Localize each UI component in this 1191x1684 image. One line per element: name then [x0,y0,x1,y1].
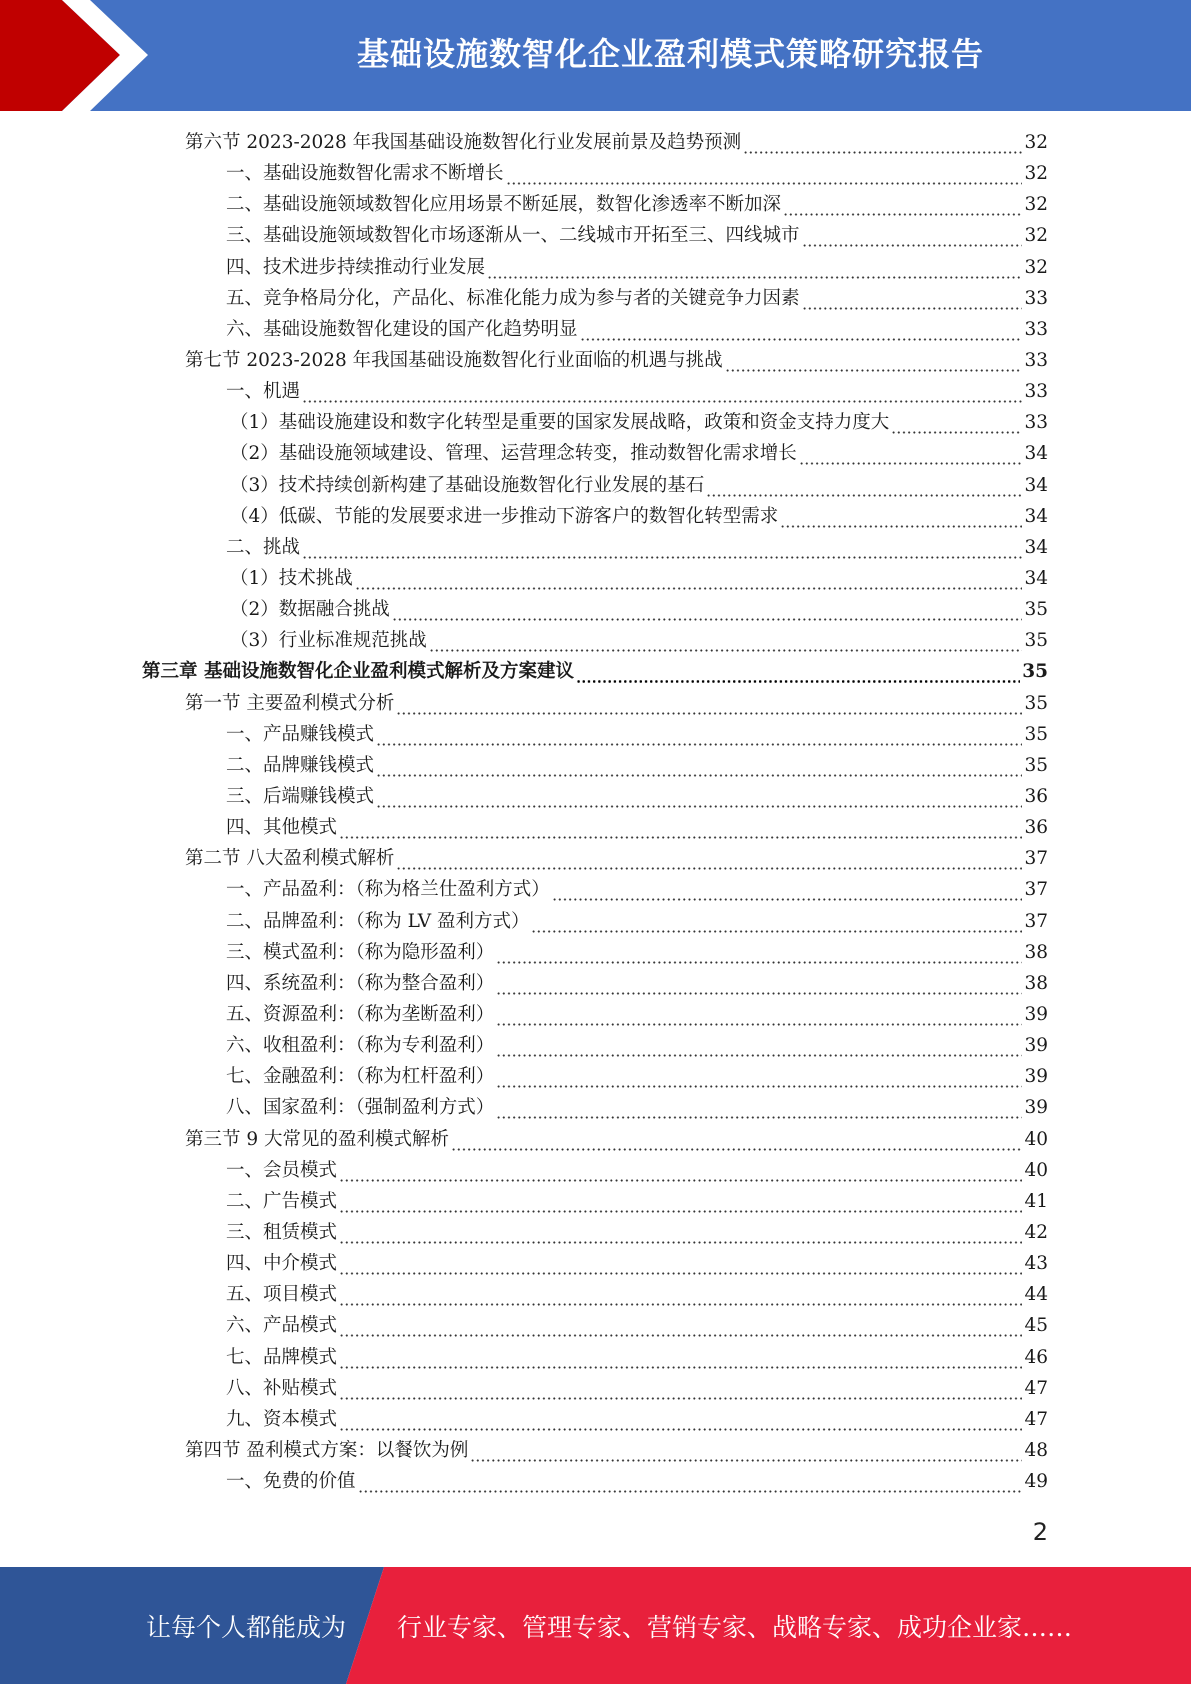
toc-entry-page: 35 [1022,661,1048,683]
toc-leader-dots [339,1186,1022,1217]
toc-entry-page: 33 [1024,412,1048,434]
toc-leader-dots [496,1092,1022,1123]
toc-entry-label: 一、产品盈利：（称为格兰仕盈利方式） [226,879,550,901]
toc-entry-label: 第三节 9 大常见的盈利模式解析 [185,1128,450,1150]
toc-entry[interactable] [0,1217,1191,1248]
toc-entry[interactable] [0,252,1191,283]
toc-entry[interactable] [0,407,1191,438]
toc-entry[interactable] [0,968,1191,999]
toc-leader-dots [743,127,1022,158]
toc-leader-dots [470,1435,1022,1466]
toc-entry-page: 42 [1024,1221,1048,1243]
toc-leader-dots [396,843,1022,874]
toc-entry-label: 三、模式盈利：（称为隐形盈利） [226,941,495,963]
toc-entry-page: 35 [1024,754,1048,776]
toc-entry-label: 二、品牌盈利：（称为 LV 盈利方式） [226,910,530,932]
toc-entry-label: 五、项目模式 [226,1284,338,1306]
toc-entry[interactable] [0,1248,1191,1279]
toc-leader-dots [396,688,1022,719]
page-header [0,0,1191,111]
toc-leader-dots [506,158,1023,189]
toc-entry[interactable] [0,563,1191,594]
toc-entry[interactable] [0,1373,1191,1404]
toc-entry-page: 35 [1024,599,1048,621]
toc-entry-label: （4）低碳、节能的发展要求进一步推动下游客户的数智化转型需求 [230,505,779,527]
toc-leader-dots [392,594,1023,625]
toc-entry-page: 33 [1024,287,1048,309]
toc-entry-page: 34 [1024,443,1048,465]
toc-entry-page: 49 [1024,1471,1048,1493]
toc-entry-page: 40 [1024,1128,1048,1150]
toc-entry-page: 34 [1024,505,1048,527]
toc-entry-page: 47 [1024,1408,1048,1430]
toc-entry-label: 一、免费的价值 [226,1471,356,1493]
toc-entry[interactable] [0,656,1191,687]
toc-entry-label: 四、中介模式 [226,1253,338,1275]
toc-entry-label: 四、系统盈利：（称为整合盈利） [226,972,495,994]
toc-entry-page: 34 [1024,474,1048,496]
toc-entry[interactable] [0,906,1191,937]
toc-entry[interactable] [0,1466,1191,1497]
toc-entry-label: 八、补贴模式 [226,1377,338,1399]
toc-leader-dots [429,625,1023,656]
toc-entry[interactable] [0,874,1191,905]
toc-entry[interactable] [0,345,1191,376]
toc-entry-label: 六、基础设施数智化建设的国产化趋势明显 [226,318,578,340]
toc-entry-label: 七、金融盈利：（称为杠杆盈利） [226,1066,495,1088]
toc-entry[interactable] [0,1279,1191,1310]
toc-entry-label: 八、国家盈利：（强制盈利方式） [226,1097,495,1119]
toc-leader-dots [339,1248,1022,1279]
toc-entry[interactable] [0,999,1191,1030]
toc-entry-label: （2）数据融合挑战 [230,599,390,621]
toc-entry-page: 35 [1024,692,1048,714]
toc-leader-dots [780,501,1022,532]
toc-entry[interactable] [0,688,1191,719]
toc-leader-dots [891,407,1022,438]
toc-entry-label: 四、其他模式 [226,817,338,839]
toc-entry[interactable] [0,1061,1191,1092]
toc-entry[interactable] [0,1341,1191,1372]
toc-leader-dots [576,656,1020,687]
toc-entry-page: 45 [1024,1315,1048,1337]
toc-entry-page: 33 [1024,350,1048,372]
toc-entry[interactable] [0,1155,1191,1186]
toc-entry[interactable] [0,594,1191,625]
toc-entry[interactable] [0,1186,1191,1217]
toc-entry-page: 35 [1024,630,1048,652]
toc-entry-page: 32 [1024,225,1048,247]
footer-slogan-right-text: 行业专家、管理专家、营销专家、战略专家、成功企业家…… [397,1612,1073,1642]
toc-entry-label: 第一节 主要盈利模式分析 [185,692,395,714]
toc-entry[interactable] [0,1435,1191,1466]
toc-entry-page: 34 [1024,536,1048,558]
toc-entry-label: 一、会员模式 [226,1159,338,1181]
toc-entry-page: 33 [1024,381,1048,403]
toc-entry-label: 二、挑战 [226,536,301,558]
toc-leader-dots [496,1030,1022,1061]
toc-entry-page: 39 [1024,1004,1048,1025]
toc-entry[interactable] [0,158,1191,189]
toc-entry-label: 六、产品模式 [226,1315,338,1337]
toc-entry-label: 第六节 2023-2028 年我国基础设施数智化行业发展前景及趋势预测 [185,132,742,154]
toc-leader-dots [376,719,1022,750]
toc-entry-label: 第二节 八大盈利模式解析 [185,848,395,870]
toc-entry[interactable] [0,283,1191,314]
toc-leader-dots [302,532,1022,563]
toc-leader-dots [580,314,1023,345]
toc-entry-page: 47 [1024,1377,1048,1399]
toc-entry-page: 39 [1024,1066,1048,1088]
toc-leader-dots [531,906,1022,937]
toc-entry-page: 40 [1024,1159,1048,1181]
toc-entry-page: 37 [1024,910,1048,932]
toc-entry[interactable] [0,314,1191,345]
toc-entry-label: 一、基础设施数智化需求不断增长 [226,163,504,185]
footer-slogan-right [397,1567,1072,1684]
toc-entry-label: 一、机遇 [226,381,301,403]
toc-entry-label: （1）基础设施建设和数字化转型是重要的国家发展战略，政策和资金支持力度大 [230,412,890,434]
toc-entry-page: 32 [1024,132,1048,154]
toc-entry[interactable] [0,1092,1191,1123]
toc-entry-page: 32 [1024,256,1048,278]
toc-entry[interactable] [0,470,1191,501]
toc-entry[interactable] [0,625,1191,656]
toc-leader-dots [802,283,1023,314]
toc-entry-label: 二、广告模式 [226,1190,338,1212]
toc-leader-dots [339,1155,1022,1186]
toc-leader-dots [355,563,1023,594]
toc-entry[interactable] [0,1310,1191,1341]
toc-entry[interactable] [0,376,1191,407]
toc-entry-label: 第七节 2023-2028 年我国基础设施数智化行业面临的机遇与挑战 [185,350,723,372]
toc-entry-label: （3）技术持续创新构建了基础设施数智化行业发展的基石 [230,474,705,496]
toc-entry-label: 四、技术进步持续推动行业发展 [226,256,486,278]
toc-entry-page: 35 [1024,723,1048,745]
toc-entry-label: （2）基础设施领域建设、管理、运营理念转变，推动数智化需求增长 [230,443,797,465]
toc-entry[interactable] [0,1124,1191,1155]
toc-entry[interactable] [0,127,1191,158]
toc-leader-dots [487,252,1022,283]
toc-entry[interactable] [0,750,1191,781]
toc-entry[interactable] [0,189,1191,220]
page-number: 2 [1032,1518,1048,1546]
toc-leader-dots [799,438,1023,469]
document-title: 基础设施数智化企业盈利模式策略研究报告 [356,35,984,73]
toc-entry[interactable] [0,843,1191,874]
toc-leader-dots [376,781,1022,812]
toc-leader-dots [339,1404,1022,1435]
toc-leader-dots [496,937,1022,968]
toc-entry-page: 34 [1024,568,1048,590]
toc-leader-dots [339,1342,1022,1373]
toc-leader-dots [339,1217,1022,1248]
toc-entry-label: 第四节 盈利模式方案：以餐饮为例 [185,1439,469,1461]
toc-entry-page: 33 [1024,318,1048,340]
toc-entry-label: 五、资源盈利：（称为垄断盈利） [226,1004,495,1025]
toc-leader-dots [706,470,1022,501]
toc-entry-page: 39 [1024,1035,1048,1057]
toc-leader-dots [302,376,1022,407]
toc-entry[interactable] [0,812,1191,843]
toc-entry-page: 32 [1024,194,1048,216]
toc-entry-label: 五、竞争格局分化，产品化、标准化能力成为参与者的关键竞争力因素 [226,287,800,309]
toc-entry-page: 44 [1024,1284,1048,1306]
toc-entry-page: 48 [1024,1439,1048,1461]
toc-leader-dots [339,1279,1022,1310]
toc-entry-label: 二、基础设施领域数智化应用场景不断延展，数智化渗透率不断加深 [226,194,782,216]
toc-entry-label: 一、产品赚钱模式 [226,723,375,745]
toc-entry-label: 六、收租盈利：（称为专利盈利） [226,1035,495,1057]
toc-entry-label: 九、资本模式 [226,1408,338,1430]
toc-leader-dots [339,1373,1022,1404]
toc-entry-page: 37 [1024,879,1048,901]
toc-leader-dots [451,1124,1022,1155]
table-of-contents [0,127,1191,1497]
toc-entry-label: 第三章 基础设施数智化企业盈利模式解析及方案建议 [142,661,574,683]
toc-leader-dots [496,999,1022,1030]
toc-leader-dots [496,1061,1022,1092]
toc-leader-dots [339,1310,1022,1341]
toc-entry-label: （1）技术挑战 [230,568,353,590]
toc-leader-dots [725,345,1023,376]
toc-entry[interactable] [0,937,1191,968]
toc-entry[interactable] [0,1030,1191,1061]
toc-entry[interactable] [0,719,1191,750]
footer-slogan-left-text: 让每个人都能成为 [145,1612,346,1642]
toc-entry[interactable] [0,781,1191,812]
toc-entry[interactable] [0,438,1191,469]
toc-leader-dots [783,189,1022,220]
toc-entry[interactable] [0,1404,1191,1435]
toc-entry-label: 二、品牌赚钱模式 [226,754,375,776]
toc-entry-page: 41 [1024,1190,1048,1212]
toc-leader-dots [496,968,1022,999]
toc-entry[interactable] [0,220,1191,251]
toc-entry-label: （3）行业标准规范挑战 [230,630,427,652]
toc-entry-page: 39 [1024,1097,1048,1119]
toc-entry-page: 32 [1024,163,1048,185]
toc-entry-page: 38 [1024,941,1048,963]
toc-leader-dots [552,874,1023,905]
toc-entry-page: 36 [1024,786,1048,808]
footer-slogan-left [0,1567,346,1684]
toc-entry-label: 七、品牌模式 [226,1346,338,1368]
toc-entry[interactable] [0,532,1191,563]
toc-leader-dots [376,750,1022,781]
toc-entry[interactable] [0,501,1191,532]
toc-leader-dots [339,812,1022,843]
toc-entry-page: 36 [1024,817,1048,839]
toc-leader-dots [802,220,1023,251]
toc-entry-label: 三、租赁模式 [226,1221,338,1243]
toc-entry-page: 37 [1024,848,1048,870]
toc-entry-page: 43 [1024,1253,1048,1275]
page-footer [0,1567,1191,1684]
toc-entry-label: 三、基础设施领域数智化市场逐渐从一、二线城市开拓至三、四线城市 [226,225,800,247]
toc-entry-label: 三、后端赚钱模式 [226,786,375,808]
toc-entry-page: 38 [1024,972,1048,994]
toc-leader-dots [358,1466,1023,1497]
toc-entry-page: 46 [1024,1346,1048,1368]
